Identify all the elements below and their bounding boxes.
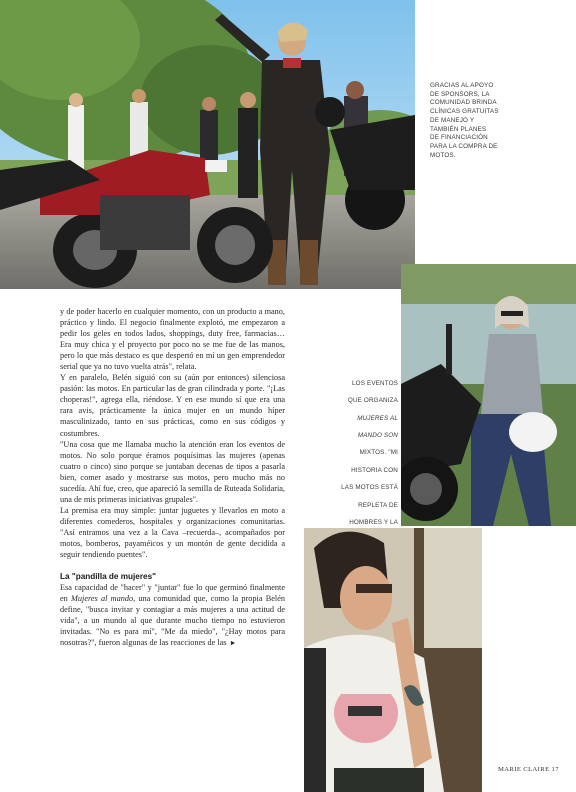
caption-line: HOMBRES Y LA (349, 518, 398, 526)
caption-line: MUJERES AL (357, 414, 398, 422)
photo-motorcycle-group (0, 0, 415, 289)
article-paragraph: Y en paralelo, Belén siguió con su (aún por entonces) silenciosa pasión: las motos. En particular las de gran cilindrada y porte. "¡Las choperas!", agrega ella, riéndose. Y en ese mundo sí que era una rara avis, prácticamente la única mujer en un mundo híper masculinizado, tanto en sus prácticas, como en sus códigos y costumbres. (60, 373, 285, 438)
community-name: Mujeres al mando (71, 594, 134, 604)
caption-line: MANDO SON (357, 431, 398, 439)
section-subhead: La "pandilla de mujeres" (60, 572, 157, 582)
article-paragraph: "Una cosa que me llamaba mucho la atención eran los eventos de motos. No solo porque éramos poquísimas las mujeres (apenas cuatro o cinco) sino porque se juntaban decenas de tipos a pasarla bien, comer asado y mostrarse sus motos, pero mucho más no sucedía. Ahí fue, creo, que apareció la semilla de Ruteada Solidaria, una de mis primeras iniciativas grupales". (60, 439, 285, 504)
article-paragraph (60, 582, 285, 649)
photo-woman-moto-shirt (304, 528, 482, 792)
caption-line: LAS MOTOS ESTÁ (341, 484, 398, 492)
caption-line: MIXTOS. "MI (359, 449, 398, 457)
caption-line: REPLETA DE (358, 501, 398, 509)
continue-arrow-icon: ► (229, 639, 237, 648)
photo-woman-on-motorcycle (401, 264, 576, 526)
page-folio: MARIE CLAIRE 17 (498, 766, 559, 773)
article-paragraph: y de poder hacerlo en cualquier momento, con un producto a mano, práctico y lindo. El negocio finalmente explotó, me empezaron a pedir los geles en todos lados, shoppings, duty free, farmacias… Era muy chica y el proyecto por poco no se me fue de las manos, pero lo que más destaco es que despertó en mí un gen emprendedor serial que ya no tuvo vuelta atrás", relata. (60, 307, 285, 372)
paragraph-text: Esa capacidad de "hacer" y "juntar" fue lo que germinó finalmente en (60, 583, 285, 604)
article-body (60, 306, 285, 649)
caption-line: QUE ORGANIZA (347, 397, 398, 405)
article-paragraph: La premisa era muy simple: juntar juguetes y llevarlos en moto a diferentes comederos, hospitales y organizaciones comunitarias. "Así entramos una vez a la Cava –recuerda–, acompañados por motos, bomberos, payaméicos y un montón de gente decidida a seguir tendiendo puentes". (60, 505, 285, 560)
caption-sponsors: GRACIAS AL APOYO DE SPONSORS, LA COMUNIDAD BRINDA CLÍNICAS GRATUITAS DE MANEJO Y TAMBIÉN PLANES DE FINANCIACIÓN PARA LA COMPRA DE MOTOS. (430, 82, 499, 159)
caption-line: HISTORIA CON (351, 466, 398, 474)
paragraph-text: , una comunidad que, como la propia Belén define, "busca invitar y contagiar a más mujeres a una actitud de vida", a un mundo al que durante mucho tiempo no estuvieron invitadas. "No es para mí", "Me da miedo", "¿Hay motos para nosotras?", fueron algunas de las reacciones de las (60, 594, 285, 648)
caption-line: LOS EVENTOS (352, 379, 398, 387)
